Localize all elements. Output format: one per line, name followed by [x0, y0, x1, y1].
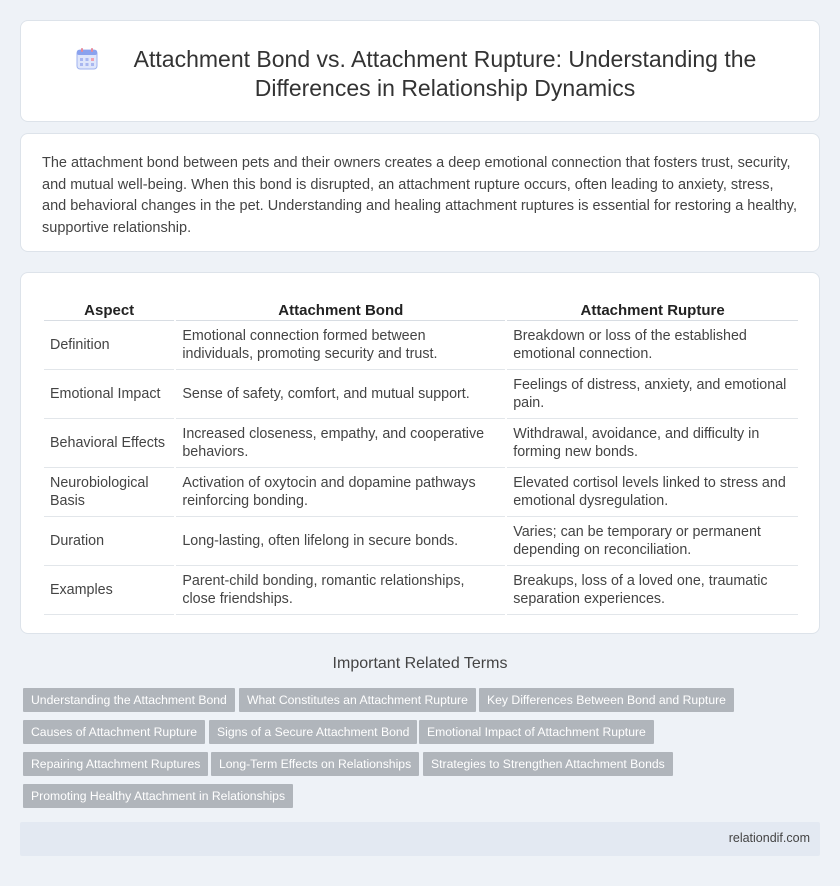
table-row	[44, 419, 798, 468]
table-header-row	[44, 297, 798, 321]
bond-cell: Activation of oxytocin and dopamine pathways reinforcing bonding.	[176, 468, 505, 517]
rupture-cell: Feelings of distress, anxiety, and emotional pain.	[507, 370, 798, 419]
header-card	[20, 20, 820, 122]
comparison-card	[20, 272, 820, 634]
related-term-tag[interactable]: Strategies to Strengthen Attachment Bonds	[423, 752, 673, 776]
rupture-cell: Varies; can be temporary or permanent depending on reconciliation.	[507, 517, 798, 566]
footer	[20, 822, 820, 856]
related-term-tag[interactable]: Promoting Healthy Attachment in Relationships	[23, 784, 293, 808]
bond-cell: Increased closeness, empathy, and cooperative behaviors.	[176, 419, 505, 468]
related-term-tag[interactable]: Long-Term Effects on Relationships	[211, 752, 419, 776]
rupture-cell: Elevated cortisol levels linked to stress and emotional dysregulation.	[507, 468, 798, 517]
intro-paragraph: The attachment bond between pets and their owners creates a deep emotional connection that fosters trust, security, and mutual well-being. When this bond is disrupted, an attachment rupture occurs, often leading to anxiety, stress, and behavioral changes in the pet. Understanding and healing attachment ruptures is essential for restoring a healthy, supportive relationship.	[42, 155, 798, 236]
related-term-tag[interactable]: Causes of Attachment Rupture	[23, 720, 205, 744]
bond-cell: Parent-child bonding, romantic relationships, close friendships.	[176, 566, 505, 615]
related-term-tag[interactable]: Repairing Attachment Ruptures	[23, 752, 208, 776]
header-attachment-bond: Attachment Bond	[176, 297, 505, 321]
rupture-cell: Breakdown or loss of the established emotional connection.	[507, 321, 798, 370]
table-row	[44, 370, 798, 419]
aspect-cell: Emotional Impact	[44, 370, 174, 419]
rupture-cell: Breakups, loss of a loved one, traumatic separation experiences.	[507, 566, 798, 615]
footer-site-link[interactable]: relationdif.com	[728, 831, 810, 845]
related-term-tag[interactable]: Understanding the Attachment Bond	[23, 688, 235, 712]
page-title: Attachment Bond vs. Attachment Rupture: Understanding the Differences in Relationship Dynamics	[133, 46, 757, 101]
related-term-tag[interactable]: Key Differences Between Bond and Rupture	[479, 688, 734, 712]
aspect-cell: Definition	[44, 321, 174, 370]
intro-card	[20, 133, 820, 252]
aspect-cell: Neurobiological Basis	[44, 468, 174, 517]
calendar-grid-icon	[75, 47, 99, 71]
table-row	[44, 517, 798, 566]
aspect-cell: Duration	[44, 517, 174, 566]
table-row	[44, 321, 798, 370]
aspect-cell: Behavioral Effects	[44, 419, 174, 468]
related-term-tag[interactable]: Emotional Impact of Attachment Rupture	[419, 720, 654, 744]
table-row	[44, 566, 798, 615]
header-aspect: Aspect	[44, 297, 174, 321]
table-row	[44, 468, 798, 517]
bond-cell: Emotional connection formed between individuals, promoting security and trust.	[176, 321, 505, 370]
rupture-cell: Withdrawal, avoidance, and difficulty in forming new bonds.	[507, 419, 798, 468]
bond-cell: Sense of safety, comfort, and mutual support.	[176, 370, 505, 419]
related-term-tag[interactable]: Signs of a Secure Attachment Bond	[209, 720, 417, 744]
related-term-tag[interactable]: What Constitutes an Attachment Rupture	[239, 688, 476, 712]
bond-cell: Long-lasting, often lifelong in secure bonds.	[176, 517, 505, 566]
comparison-table	[42, 297, 800, 615]
aspect-cell: Examples	[44, 566, 174, 615]
related-terms-title: Important Related Terms	[332, 655, 508, 672]
header-attachment-rupture: Attachment Rupture	[507, 297, 798, 321]
title-row	[21, 21, 819, 121]
